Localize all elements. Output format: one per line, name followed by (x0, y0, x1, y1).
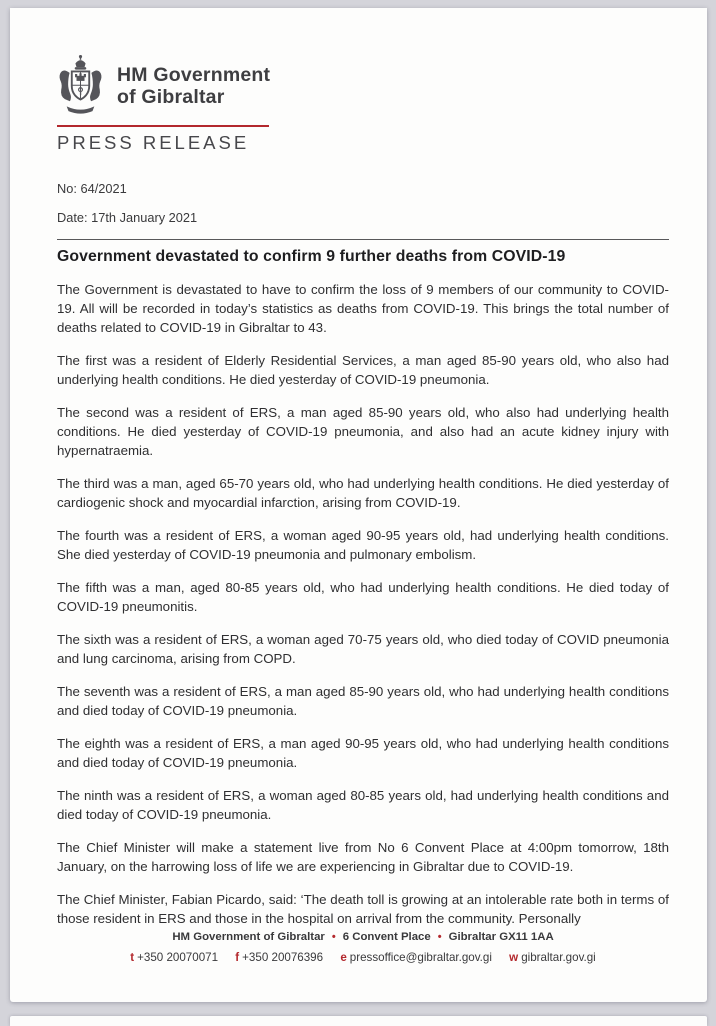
paragraph: The sixth was a resident of ERS, a woman aged 70-75 years old, who died today of COVID pneumonia and lung carcinoma, arising from COPD. (57, 632, 669, 666)
paragraph: The second was a resident of ERS, a man aged 85-90 years old, who also had underlying health conditions. He died yesterday of COVID-19 pneumonia, and also had an acute kidney injury with hypernatraemia. (57, 405, 669, 458)
footer-email (340, 951, 492, 964)
release-meta (57, 181, 669, 225)
brand-rule (57, 125, 269, 127)
paragraph: The Chief Minister, Fabian Picardo, said: ‘The death toll is growing at an intolerable rate both in terms of those resident in ERS and those in the hospital on arrival from the community. Personally (57, 892, 669, 926)
footer-org: HM Government of Gibraltar (172, 931, 325, 943)
website-prefix: w (509, 951, 519, 964)
release-date: Date: 17th January 2021 (57, 210, 198, 225)
fax-value: +350 20076396 (242, 951, 324, 964)
paragraph: The fifth was a man, aged 80-85 years old, who had underlying health conditions. He died today of COVID-19 pneumonitis. (57, 580, 669, 614)
phone-value: +350 20070071 (137, 951, 219, 964)
paragraph: The fourth was a resident of ERS, a woman aged 90-95 years old, had underlying health conditions. She died yesterday of COVID-19 pneumonia and pulmonary embolism. (57, 528, 669, 562)
doc-kind-label: PRESS RELEASE (57, 132, 250, 153)
paragraph: The eighth was a resident of ERS, a man aged 90-95 years old, who had underlying health conditions and died today of COVID-19 pneumonia. (57, 736, 669, 770)
paragraph: The ninth was a resident of ERS, a woman aged 80-85 years old, had underlying health conditions and died today of COVID-19 pneumonia. (57, 788, 669, 822)
footer-postcode: Gibraltar GX11 1AA (448, 931, 554, 943)
brand-block (57, 54, 669, 118)
footer-website (509, 951, 596, 964)
paragraph: The first was a resident of Elderly Residential Services, a man aged 85-90 years old, who also had underlying health conditions. He died yesterday of COVID-19 pneumonia. (57, 353, 669, 387)
footer-fax (235, 951, 323, 964)
gibraltar-coat-of-arms-icon (57, 54, 104, 118)
press-release-page (10, 8, 707, 1002)
paragraph: The seventh was a resident of ERS, a man aged 85-90 years old, who had underlying health conditions and died today of COVID-19 pneumonia. (57, 684, 669, 718)
org-name-line2: of Gibraltar (117, 86, 225, 108)
footer-street: 6 Convent Place (342, 931, 431, 943)
footer-contacts (57, 951, 669, 964)
page-footer (57, 931, 669, 964)
paragraph: The Government is devastated to have to confirm the loss of 9 members of our community to COVID-19. All will be recorded in today’s statistics as deaths from COVID-19. This brings the total number of deaths related to COVID-19 in Gibraltar to 43. (57, 282, 669, 335)
email-prefix: e (340, 951, 347, 964)
body-text (57, 280, 669, 928)
footer-phone (130, 951, 218, 964)
org-name-line1: HM Government (117, 63, 271, 86)
paragraph: The third was a man, aged 65-70 years old, who had underlying health conditions. He died yesterday of cardiogenic shock and myocardial infarction, arising from COVID-19. (57, 476, 669, 510)
release-number: No: 64/2021 (57, 181, 127, 196)
bullet-separator: • (437, 931, 442, 943)
headline: Government devastated to confirm 9 further deaths from COVID-19 (57, 248, 566, 265)
title-divider (57, 239, 669, 240)
email-value: pressoffice@gibraltar.gov.gi (349, 951, 492, 964)
letterhead (57, 54, 669, 154)
org-name (117, 64, 270, 109)
fax-prefix: f (235, 951, 240, 964)
footer-address (57, 931, 669, 943)
bullet-separator: • (331, 931, 336, 943)
paragraph: The Chief Minister will make a statement live from No 6 Convent Place at 4:00pm tomorrow, 18th January, on the harrowing loss of life we are experiencing in Gibraltar due to COVID-19. (57, 840, 669, 874)
website-value: gibraltar.gov.gi (521, 951, 596, 964)
next-page-edge (10, 1016, 707, 1026)
phone-prefix: t (130, 951, 135, 964)
